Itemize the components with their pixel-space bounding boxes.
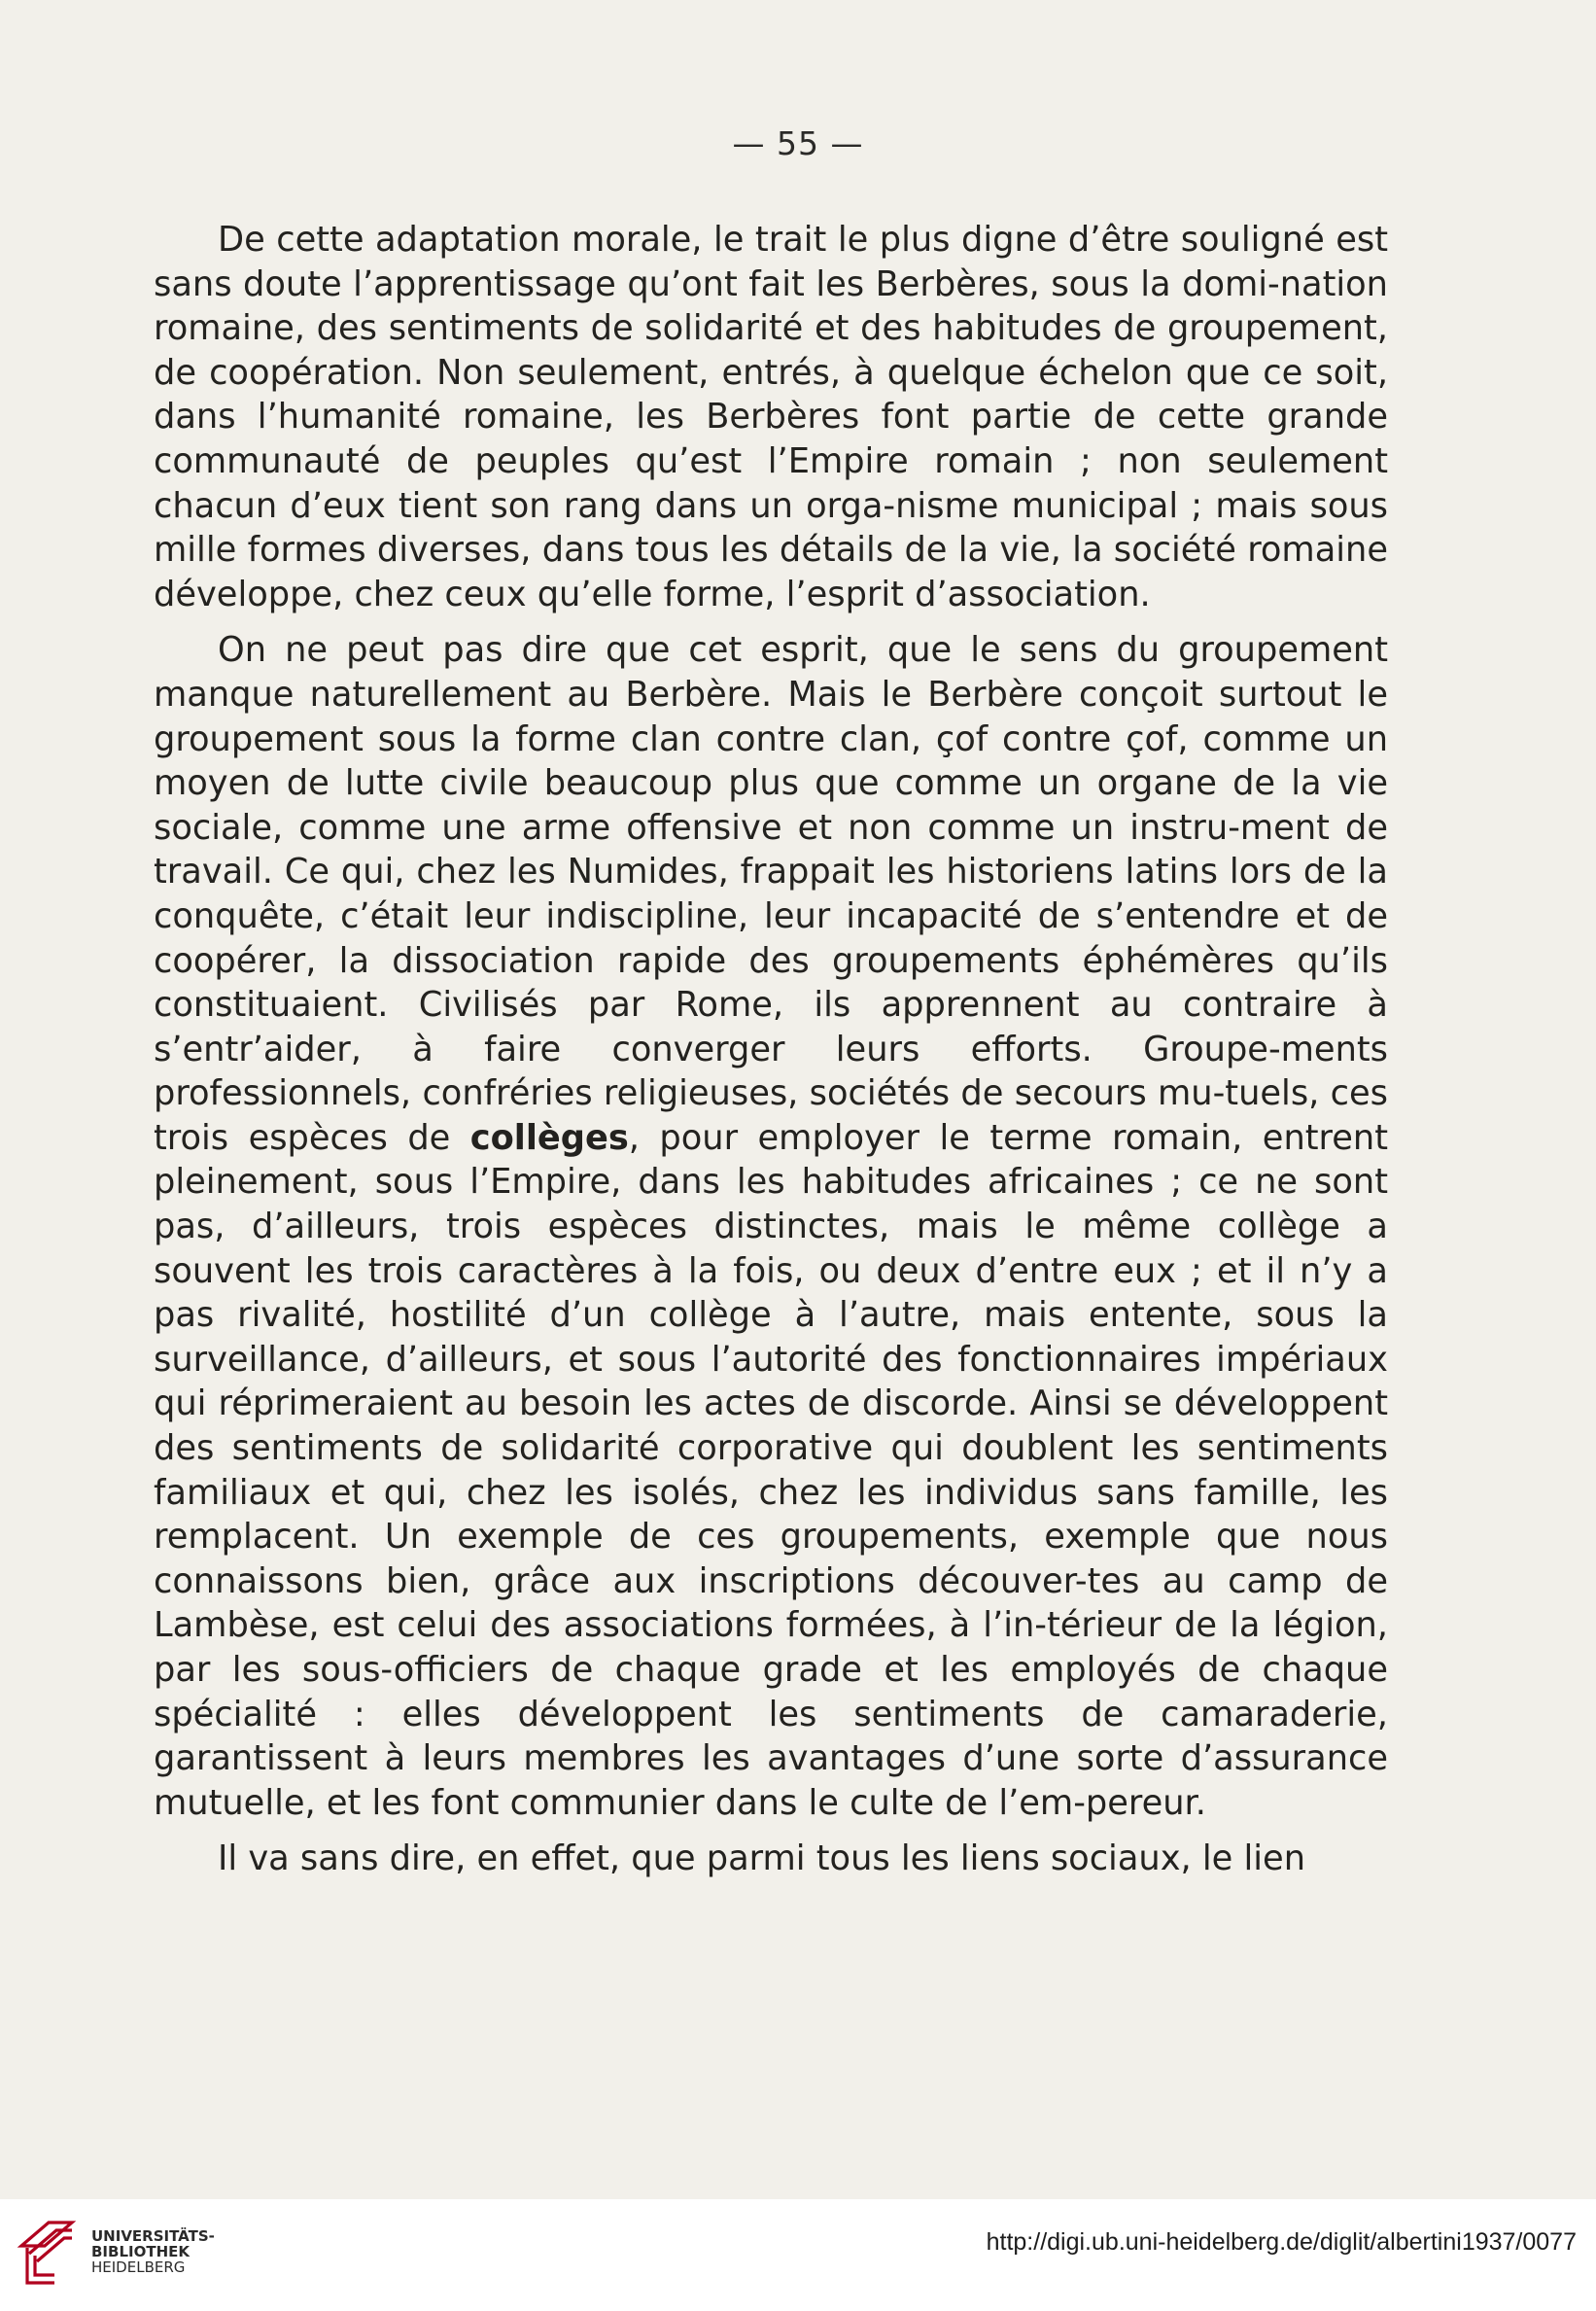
library-logo-icon: [16, 2219, 84, 2287]
body-text: [154, 218, 1388, 1881]
paragraph: [154, 218, 1388, 616]
library-name: [91, 2228, 215, 2275]
text-segment: Il va sans dire, en effet, que parmi tous les liens sociaux, le lien: [218, 1838, 1306, 1879]
library-name-line: HEIDELBERG: [91, 2258, 186, 2276]
page-number: — 55 —: [732, 124, 864, 162]
paragraph: [154, 1837, 1388, 1881]
library-name-line: BIBLIOTHEK: [91, 2243, 190, 2260]
source-url[interactable]: http://digi.ub.uni-heidelberg.de/diglit/albertini1937/0077: [986, 2228, 1577, 2256]
text-segment: On ne peut pas dire que cet esprit, que le sens du groupement manque naturellement au Berbère. Mais le Berbère conçoit surtout le groupement sous la forme clan contre clan, çof contre çof, comme un moyen de lutte civile beaucoup plus que comme un organe de la vie sociale, comme une arme offensive et non comme un instru-ment de travail. Ce qui, chez les Numides, frappait les historiens latins lors de la conquête, c’était leur indiscipline, leur incapacité de s’entendre et de coopérer, la dissociation rapide des groupements éphémères qu’ils constituaient. Civilisés par Rome, ils apprennent au contraire à s’entr’aider, à faire converger leurs efforts. Groupe-ments professionnels, confréries religieuses, sociétés de secours mu-tuels, ces trois espèces de: [154, 630, 1388, 1158]
library-name-line: UNIVERSITÄTS-: [91, 2227, 215, 2245]
paragraph: [154, 628, 1388, 1825]
text-segment: De cette adaptation morale, le trait le plus digne d’être souligné est sans doute l’apprentissage qu’ont fait les Berbères, sous la domi-nation romaine, des sentiments de solidarité et des habitudes de groupement, de coopération. Non seulement, entrés, à quelque échelon que ce soit, dans l’humanité romaine, les Berbères font partie de cette grande communauté de peuples qu’est l’Empire romain ; non seulement chacun d’eux tient son rang dans un orga-nisme municipal ; mais sous mille formes diverses, dans tous les détails de la vie, la société romaine développe, chez ceux qu’elle forme, l’esprit d’association.: [154, 220, 1388, 614]
footer-bar: [0, 2199, 1596, 2311]
text-segment: , pour employer le terme romain, entrent pleinement, sous l’Empire, dans les habitudes africaines ; ce ne sont pas, d’ailleurs, trois espèces distinctes, mais le même collège a souvent les trois caractères à la fois, ou deux d’entre eux ; et il n’y a pas rivalité, hostilité d’un collège à l’autre, mais entente, sous la surveillance, d’ailleurs, et sous l’autorité des fonctionnaires impériaux qui réprimeraient au besoin les actes de discorde. Ainsi se développent des sentiments de solidarité corporative qui doublent les sentiments familiaux et qui, chez les isolés, chez les individus sans famille, les remplacent. Un exemple de ces groupements, exemple que nous connaissons bien, grâce aux inscriptions découver-tes au camp de Lambèse, est celui des associations formées, à l’in-térieur de la légion, par les sous-officiers de chaque grade et les employés de chaque spécialité : elles développent les sentiments de camaraderie, garantissent à leurs membres les avantages d’une sorte d’assurance mutuelle, et les font communier dans le culte de l’em-pereur.: [154, 1117, 1388, 1823]
emphasized-term: collèges: [469, 1117, 629, 1158]
